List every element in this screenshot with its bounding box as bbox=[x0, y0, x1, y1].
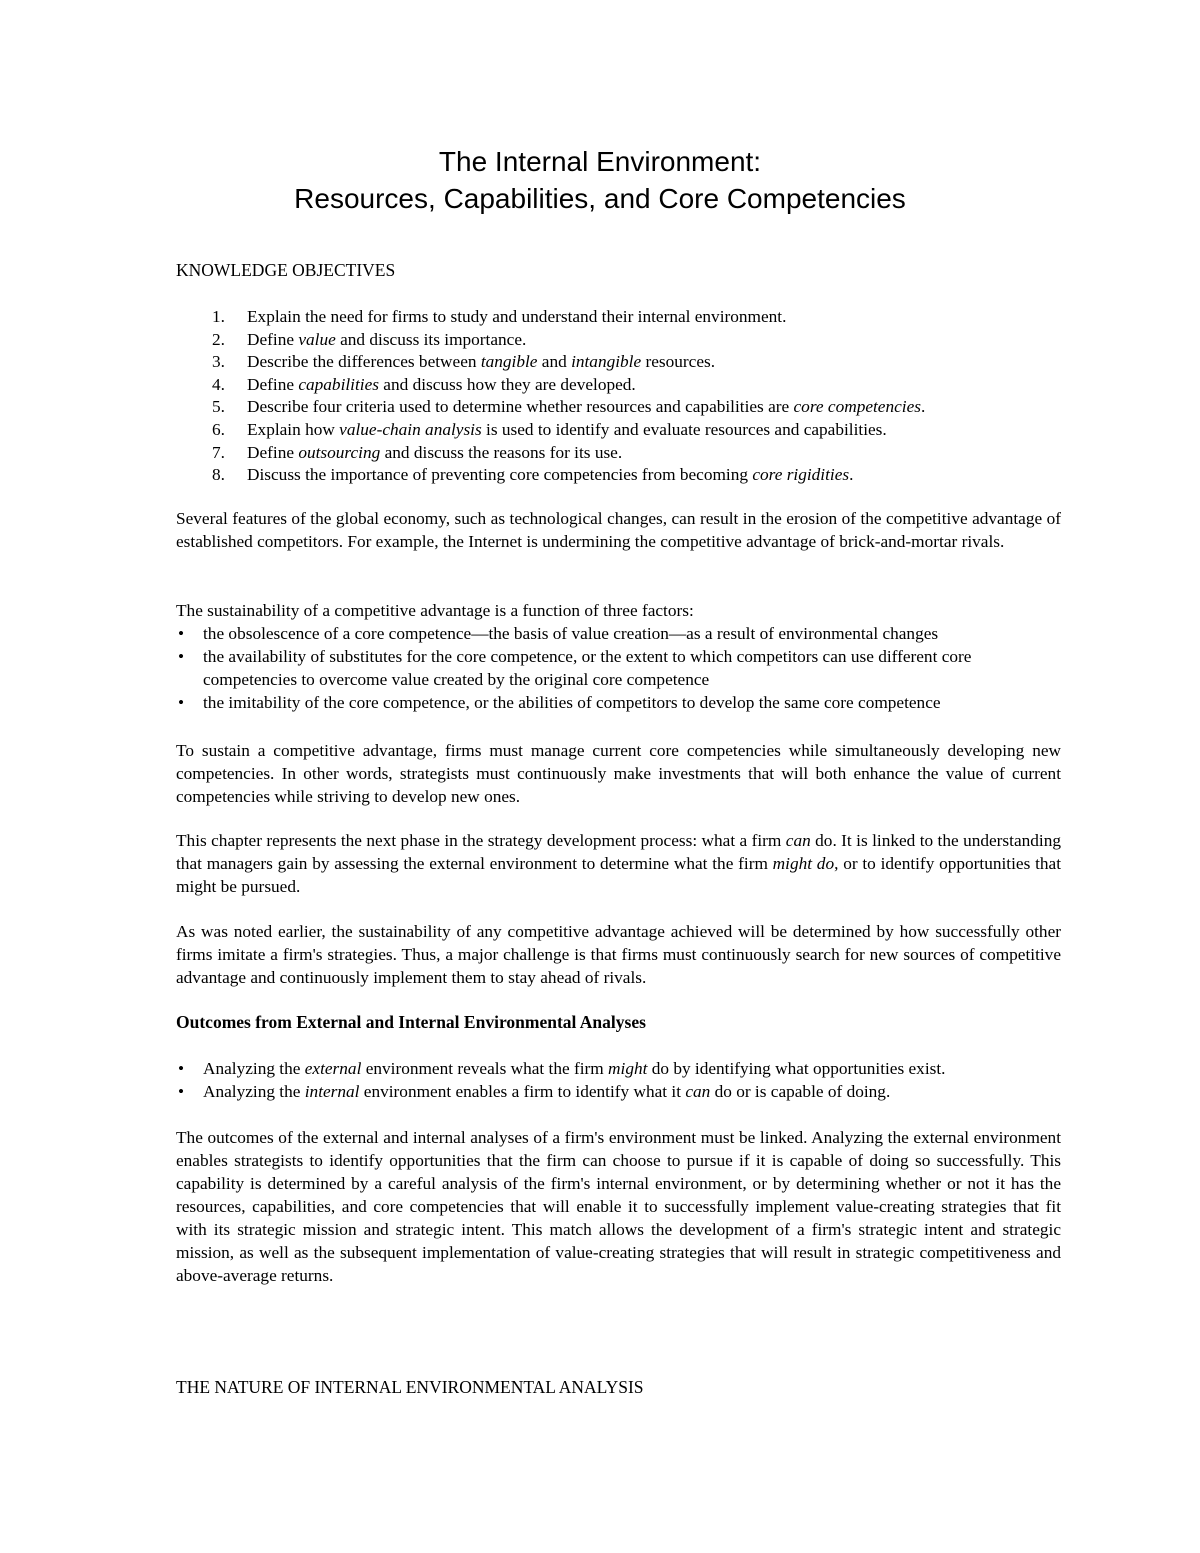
bullet-icon: • bbox=[178, 1082, 185, 1101]
paragraph-sustainability-intro: The sustainability of a competitive advantage is a function of three factors: bbox=[176, 601, 694, 620]
item-text: Define bbox=[247, 374, 299, 394]
item-text: and discuss how they are developed. bbox=[378, 374, 636, 394]
knowledge-objectives-heading: KNOWLEDGE OBJECTIVES bbox=[176, 260, 396, 280]
item-emphasis: can bbox=[685, 1082, 711, 1101]
item-emphasis: intangible bbox=[571, 352, 642, 372]
paragraph-next-phase bbox=[176, 829, 1061, 898]
item-text: environment enables a firm to identify what it bbox=[359, 1082, 686, 1101]
item-text: the obsolescence of a core competence—the basis of value creation—as a result of environmental changes bbox=[203, 624, 939, 643]
list-item bbox=[176, 350, 1061, 373]
item-emphasis: tangible bbox=[480, 352, 538, 372]
item-text: the availability of substitutes for the core competence, or the extent to which competitors can use different core competencies to overcome value created by the original core competence bbox=[203, 647, 972, 689]
item-text: . bbox=[849, 465, 854, 485]
item-text: is used to identify and evaluate resources and capabilities. bbox=[481, 419, 887, 439]
item-emphasis: might bbox=[608, 1059, 648, 1078]
paragraph-emphasis: might do bbox=[772, 854, 835, 873]
list-item bbox=[176, 463, 1061, 486]
paragraph-noted-earlier: As was noted earlier, the sustainability of any competitive advantage achieved will be determined by how successfully other firms imitate a firm's strategies. Thus, a major challenge is that firms must continuously search for new sources of competitive advantage and continuously implement them to stay ahead of rivals. bbox=[176, 922, 1061, 987]
paragraph-text: This chapter represents the next phase in the strategy development process: what a firm bbox=[176, 831, 786, 850]
item-emphasis: internal bbox=[304, 1082, 360, 1101]
paragraph-sustain-advantage: To sustain a competitive advantage, firms must manage current core competencies while simultaneously developing new competencies. In other words, strategists must continuously make investments that will both enhance the value of current competencies while striving to develop new ones. bbox=[176, 741, 1061, 806]
list-number: 6. bbox=[212, 419, 225, 439]
paragraph-text: , or to identify opportunities that might be pursued. bbox=[176, 854, 1061, 896]
item-text: and discuss its importance. bbox=[335, 329, 527, 349]
item-emphasis: value-chain analysis bbox=[339, 419, 482, 439]
list-item bbox=[176, 305, 1061, 328]
item-emphasis: value bbox=[298, 329, 336, 349]
document-title bbox=[176, 143, 1024, 217]
item-text: Discuss the importance of preventing core competencies from becoming bbox=[247, 465, 753, 485]
item-text: Analyzing the bbox=[203, 1082, 305, 1101]
list-item bbox=[176, 645, 1061, 691]
outcomes-heading: Outcomes from External and Internal Environmental Analyses bbox=[176, 1012, 646, 1032]
list-number: 4. bbox=[212, 374, 225, 394]
list-item bbox=[176, 1057, 1061, 1080]
item-emphasis: core rigidities bbox=[752, 465, 850, 485]
item-text: do or is capable of doing. bbox=[710, 1082, 891, 1101]
list-number: 1. bbox=[212, 307, 225, 326]
item-text: Define bbox=[247, 442, 299, 462]
item-text: Explain the need for firms to study and understand their internal environment. bbox=[247, 307, 787, 326]
item-text: Explain how bbox=[247, 419, 340, 439]
paragraph-emphasis: can bbox=[785, 831, 811, 850]
item-text: Define bbox=[247, 329, 299, 349]
item-text: Describe the differences between bbox=[247, 352, 481, 372]
list-item bbox=[176, 395, 1061, 418]
bullet-icon: • bbox=[178, 647, 185, 666]
list-item bbox=[176, 328, 1061, 351]
bullet-icon: • bbox=[178, 693, 185, 712]
item-text: and bbox=[537, 352, 572, 372]
list-number: 2. bbox=[212, 329, 225, 349]
outcomes-list bbox=[176, 1057, 1061, 1103]
list-item bbox=[176, 622, 1061, 645]
paragraph-global-economy: Several features of the global economy, such as technological changes, can result in the erosion of the competitive advantage of established competitors. For example, the Internet is undermining the competitive advantage of brick-and-mortar rivals. bbox=[176, 509, 1061, 551]
list-item bbox=[176, 373, 1061, 396]
paragraph-text: do. It is linked to the understanding that managers gain by assessing the external environment to determine what the firm bbox=[176, 831, 1061, 873]
item-text: Analyzing the bbox=[203, 1059, 305, 1078]
bullet-icon: • bbox=[178, 1059, 185, 1078]
list-item bbox=[176, 691, 1061, 714]
sustainability-factors-list bbox=[176, 622, 1061, 714]
title-line-2: Resources, Capabilities, and Core Competencies bbox=[294, 183, 906, 214]
item-text: Describe four criteria used to determine whether resources and capabilities are bbox=[247, 397, 794, 417]
item-emphasis: outsourcing bbox=[298, 442, 381, 462]
list-number: 5. bbox=[212, 397, 225, 417]
list-number: 3. bbox=[212, 352, 225, 372]
item-text: do by identifying what opportunities exist. bbox=[647, 1059, 946, 1078]
item-emphasis: external bbox=[304, 1059, 362, 1078]
item-emphasis: core competencies bbox=[793, 397, 921, 417]
objectives-list bbox=[176, 305, 1061, 486]
item-text: the imitability of the core competence, or the abilities of competitors to develop the same core competence bbox=[203, 693, 941, 712]
item-emphasis: capabilities bbox=[298, 374, 379, 394]
item-text: and discuss the reasons for its use. bbox=[380, 442, 623, 462]
item-text: environment reveals what the firm bbox=[361, 1059, 609, 1078]
list-item bbox=[176, 418, 1061, 441]
list-item bbox=[176, 1080, 1061, 1103]
list-number: 7. bbox=[212, 442, 225, 462]
nature-heading: THE NATURE OF INTERNAL ENVIRONMENTAL ANALYSIS bbox=[176, 1377, 644, 1397]
bullet-icon: • bbox=[178, 624, 185, 643]
title-line-1: The Internal Environment: bbox=[438, 146, 762, 177]
item-text: resources. bbox=[641, 352, 716, 372]
list-number: 8. bbox=[212, 465, 225, 485]
list-item bbox=[176, 441, 1061, 464]
item-text: . bbox=[920, 397, 926, 417]
paragraph-outcomes-linked: The outcomes of the external and internal analyses of a firm's environment must be linked. Analyzing the external environment enables strategists to identify opportunities that the firm can choose to pursue if it is capable of doing so successfully. This capability is determined by a careful analysis of the firm's internal environment, or by determining whether or not it has the resources, capabilities, and core competencies that will enable it to successfully implement value-creating strategies that fit with its strategic mission and strategic intent. This match allows the development of a firm's strategic intent and strategic mission, as well as the subsequent implementation of value-creating strategies that will result in strategic competitiveness and above-average returns. bbox=[176, 1128, 1061, 1285]
